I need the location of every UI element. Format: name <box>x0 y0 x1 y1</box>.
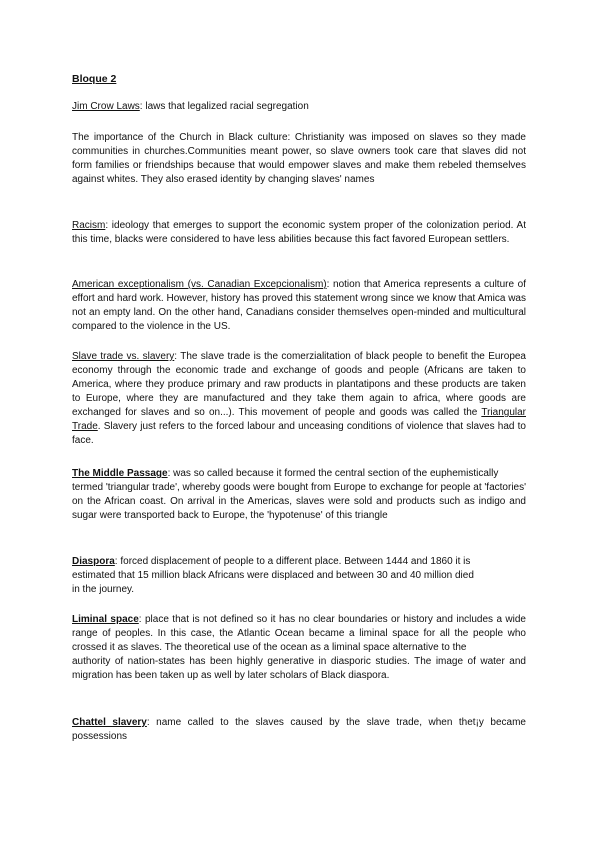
section-chattel-slavery <box>72 716 526 744</box>
definition-liminal-space-line1: : place that is not defined so it has no clear boundaries or history and includes a wide range of peoples. In this case, the Atlantic Ocean became a liminal space for all the people who crossed it as slaves. The theoretical use of the ocean as a liminal space alternative to the <box>72 614 526 653</box>
term-racism: Racism <box>72 220 106 231</box>
term-liminal-space: Liminal space <box>72 614 139 625</box>
term-slave-trade: Slave trade vs. slavery <box>72 351 175 362</box>
term-exceptionalism: American exceptionalism (vs. Canadian Excepcionalism) <box>72 279 327 290</box>
section-exceptionalism <box>72 278 526 334</box>
definition-middle-passage-line2: termed 'triangular trade', whereby goods were bought from Europe to exchange for people at 'factories' on the African coast. On arrival in the Americas, slaves were sold and products such as indigo and sugar were transported back to Europe, the 'hypotenuse' of this triangle <box>72 482 527 521</box>
definition-exceptionalism: : notion that America represents a culture of effort and hard work. However, history has proved this statement wrong since we know that Amica was not an empty land. On the other hand, Canadians consider themselves open-minded and multicultural compared to the violence in the US. <box>72 279 527 332</box>
definition-church: The importance of the Church in Black culture: Christianity was imposed on slaves so they made communities in churches.Communities meant power, so slave owners took care that slaves did not form families or friendships because that would empower slaves and make them rebeled themselves against whites. They also erased identity by changing slaves' names <box>72 132 526 185</box>
section-racism <box>72 219 526 247</box>
definition-diaspora-line2: estimated that 15 million black Africans were displaced and between 30 and 40 million died <box>72 570 474 581</box>
definition-diaspora-line1: : forced displacement of people to a different place. Between 1444 and 1860 it is <box>114 556 471 567</box>
term-jim-crow: Jim Crow Laws <box>72 101 140 112</box>
term-chattel-slavery: Chattel slavery <box>72 717 147 728</box>
section-slave-trade <box>72 350 526 448</box>
section-diaspora <box>72 555 526 597</box>
definition-liminal-space-line2: authority of nation-states has been highly generative in diasporic studies. The image of water and migration has been taken up as well by later scholars of Black diaspora. <box>72 656 526 681</box>
section-church <box>72 131 526 187</box>
term-diaspora: Diaspora <box>72 556 115 567</box>
section-middle-passage <box>72 467 526 523</box>
definition-slave-trade-part1: : The slave trade is the comerzialitation of black people to benefit the Europea economy through the economic trade and exchange of goods and people (Africans are taken to America, where they produce primary and raw products in plantatipons and these products are taken to Europe, where they are manufactured and they take them again to africa, where goods are exchanged for slaves and so on...). This movement of people and goods was called the <box>72 351 526 418</box>
definition-slave-trade-part2: . Slavery just refers to the forced labour and unceasing conditions of violence that slaves had to face. <box>72 421 526 446</box>
inline-term-triangular-trade: Triangular Trade <box>72 407 526 432</box>
section-jim-crow <box>72 100 526 114</box>
definition-diaspora-line3: in the journey. <box>72 584 135 595</box>
definition-middle-passage-line1: : was so called because it formed the central section of the euphemistically <box>167 468 499 479</box>
definition-chattel-slavery: : name called to the slaves caused by the slave trade, when thet¡y became possessions <box>72 717 526 742</box>
definition-jim-crow: : laws that legalized racial segregation <box>139 101 309 112</box>
definition-racism: : ideology that emerges to support the economic system proper of the colonization period. At this time, blacks were considered to have less abilities because this fact favored European settlers. <box>72 220 526 245</box>
term-middle-passage: The Middle Passage <box>72 468 168 479</box>
section-liminal-space <box>72 613 526 683</box>
page-title: Bloque 2 <box>72 73 117 85</box>
